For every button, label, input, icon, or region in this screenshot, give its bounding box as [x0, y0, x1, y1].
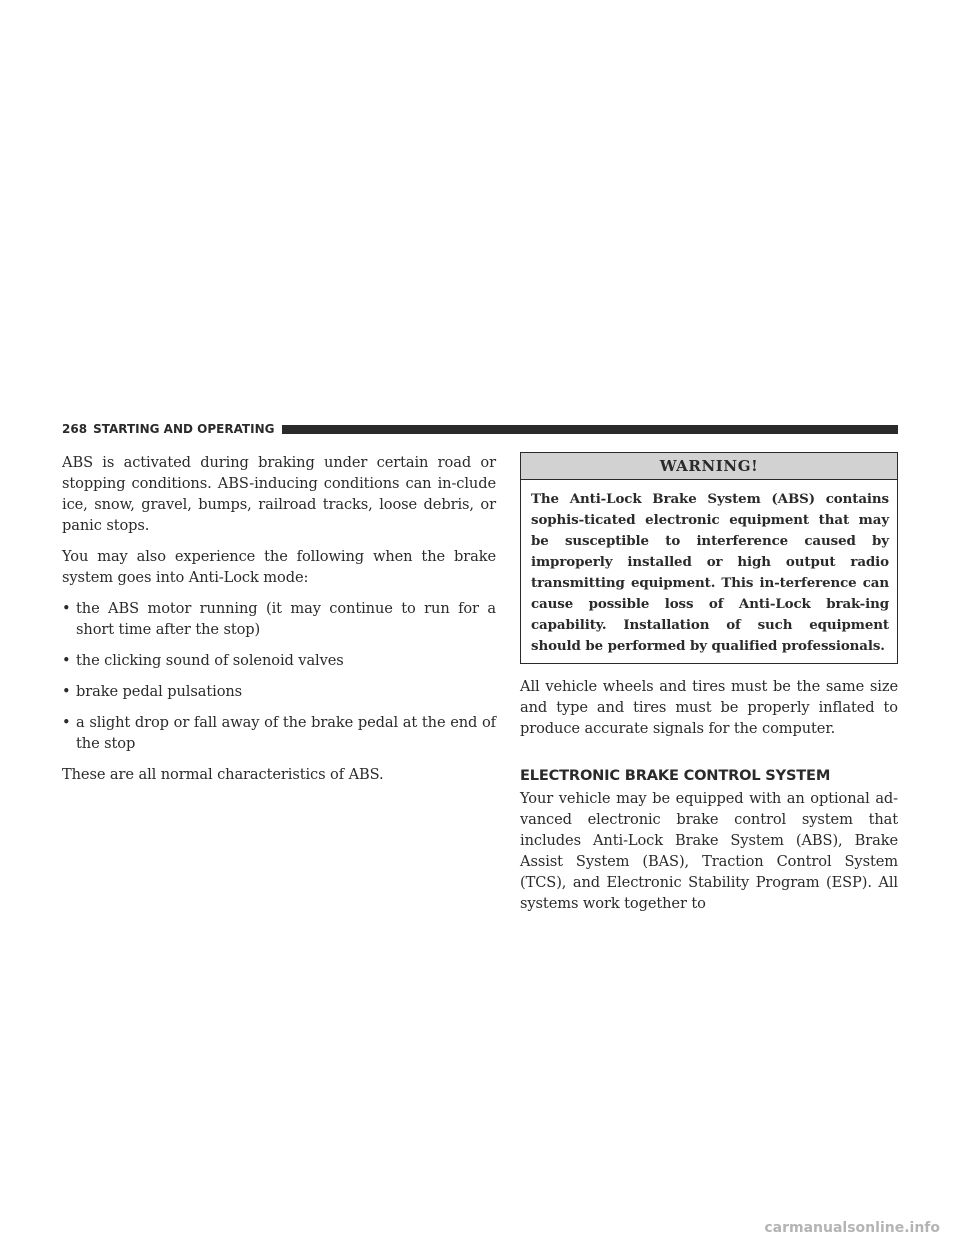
list-item	[62, 650, 496, 671]
section-title: STARTING AND OPERATING	[93, 422, 275, 436]
bullet-icon: •	[62, 652, 71, 669]
left-column	[62, 452, 496, 795]
right-column	[520, 452, 898, 924]
wheels-tires-paragraph: All vehicle wheels and tires must be the same size and type and tires must be properly inflated to produce accurate signals for the computer.	[520, 678, 898, 737]
anti-lock-mode-intro: You may also experience the following when the brake system goes into Anti-Lock mode:	[62, 548, 496, 586]
bullet-icon: •	[62, 714, 71, 731]
list-item-text: brake pedal pulsations	[76, 683, 243, 700]
warning-text: The Anti-Lock Brake System (ABS) contains sophis-ticated electronic equipment that may be susceptible to interference caused by improperly installed or high output radio transmitting equipment. This in-terference can cause possible loss of Anti-Lock brak-ing capability. Installation of such equipment should be performed by qualified professionals.	[531, 491, 889, 654]
normal-characteristics-paragraph: These are all normal characteristics of ABS.	[62, 766, 384, 783]
watermark-logo: carmanualsonline.info	[764, 1220, 940, 1236]
list-item	[62, 712, 496, 754]
list-item	[62, 681, 496, 702]
list-item-text: a slight drop or fall away of the brake pedal at the end of the stop	[76, 714, 496, 752]
list-item	[62, 598, 496, 640]
page-number: 268	[62, 422, 88, 436]
list-item-text: the ABS motor running (it may continue to run for a short time after the stop)	[76, 600, 496, 638]
page-header	[62, 422, 898, 436]
warning-title: WARNING!	[521, 453, 897, 480]
brake-control-paragraph: Your vehicle may be equipped with an optional ad-vanced electronic brake control system that includes Anti-Lock Brake System (ABS), Brake Assist System (BAS), Traction Control System (TCS), and Electronic Stability Program (ESP). All systems work together to	[520, 790, 898, 912]
abs-activation-paragraph: ABS is activated during braking under certain road or stopping conditions. ABS-inducing conditions can in-clude ice, snow, gravel, bumps, railroad tracks, loose debris, or panic stops.	[62, 454, 496, 534]
header-rule	[282, 425, 898, 434]
list-item-text: the clicking sound of solenoid valves	[76, 652, 344, 669]
bullet-icon: •	[62, 683, 71, 700]
warning-box	[520, 452, 898, 664]
bullet-icon: •	[62, 600, 71, 617]
section-heading: ELECTRONIC BRAKE CONTROL SYSTEM	[520, 767, 831, 784]
